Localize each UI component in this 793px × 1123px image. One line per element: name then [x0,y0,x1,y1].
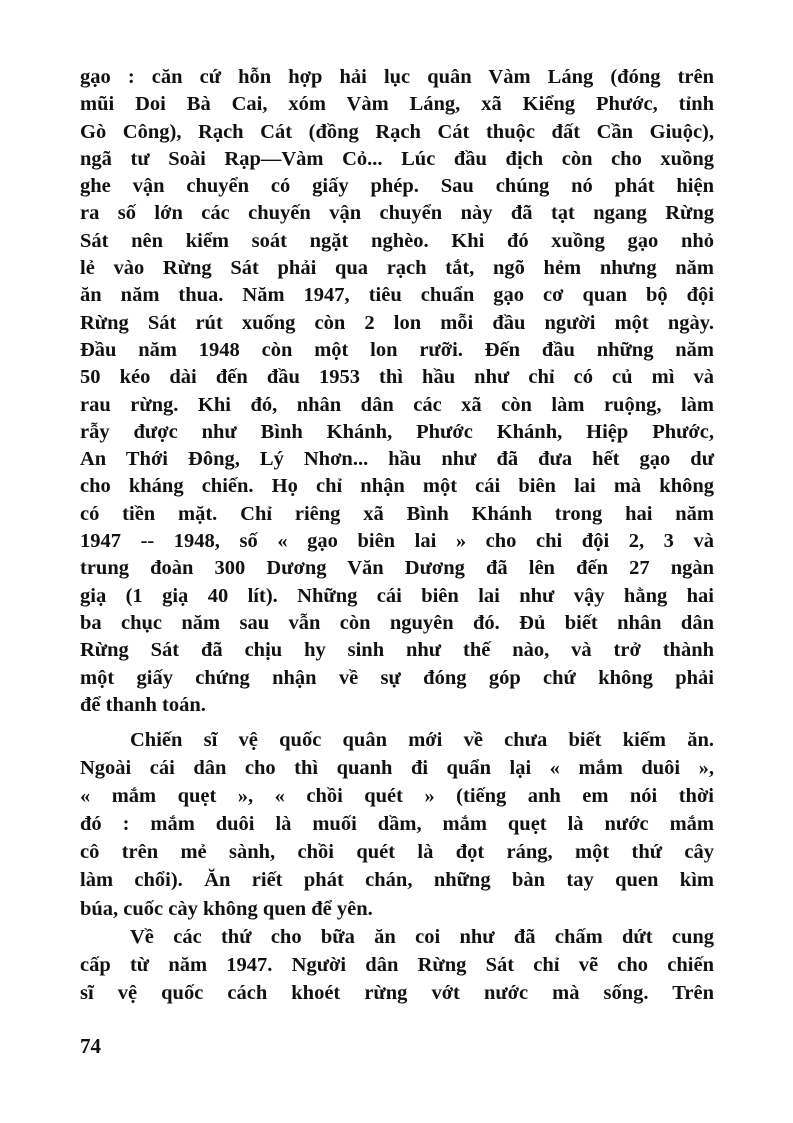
text-line: An Thới Đông, Lý Nhơn... hầu như đã đưa hết gạo dư [80,448,714,471]
text-line: cấp từ năm 1947. Người dân Rừng Sát chỉ vẽ cho chiến [80,954,714,977]
text-line: Đầu năm 1948 còn một lon rưỡi. Đến đầu những năm [80,338,714,361]
text-line: ăn năm thua. Năm 1947, tiêu chuẩn gạo cơ quan bộ đội [80,284,714,307]
text-line: lẻ vào Rừng Sát phải qua rạch tắt, ngõ hẻm nhưng năm [80,257,714,280]
paragraph-2 [80,726,714,923]
text-line: gạo : căn cứ hỗn hợp hải lục quân Vàm Láng (đóng trên [80,66,714,88]
text-line: làm chổi). Ăn riết phát chán, những bàn tay quen kìm [80,869,714,892]
text-line: Ngoài cái dân cho thì quanh đi quẩn lại « mắm duôi », [80,757,714,780]
text-line: búa, cuốc cày không quen để yên. [80,897,373,920]
text-line: trung đoàn 300 Dương Văn Dương đã lên đến 27 ngàn [80,557,714,580]
text-line: Rừng Sát đã chịu hy sinh như thế nào, và trở thành [80,639,714,662]
text-line: cho kháng chiến. Họ chỉ nhận một cái biên lai mà không [80,475,714,498]
text-line: Sát nên kiểm soát ngặt nghèo. Khi đó xuồng gạo nhỏ [80,229,714,252]
text-line: đó : mắm duôi là muối dầm, mắm quẹt là nước mắm [80,813,714,836]
text-line: cô trên mẻ sành, chồi quét là đọt ráng, một thứ cây [80,841,714,864]
text-line: sĩ vệ quốc cách khoét rừng vớt nước mà sống. Trên [80,982,714,1005]
paragraph-1 [80,64,714,719]
text-line: ba chục năm sau vẫn còn nguyên đó. Đủ biết nhân dân [80,611,714,634]
text-line: ra số lớn các chuyến vận chuyển này đã tạt ngang Rừng [80,202,714,225]
text-line: 1947 -- 1948, số « gạo biên lai » cho chi đội 2, 3 và [80,530,714,553]
text-line: rau rừng. Khi đó, nhân dân các xã còn làm ruộng, làm [80,393,714,416]
text-line: « mắm quẹt », « chồi quét » (tiếng anh em nói thời [80,785,714,808]
text-line: Rừng Sát rút xuống còn 2 lon mỗi đầu người một ngày. [80,311,714,334]
text-line: giạ (1 giạ 40 lít). Những cái biên lai như vậy hằng hai [80,584,714,607]
text-line: Chiến sĩ vệ quốc quân mới về chưa biết kiếm ăn. [130,729,714,751]
text-line: 50 kéo dài đến đầu 1953 thì hầu như chỉ có củ mì và [80,366,714,389]
text-line: Gò Công), Rạch Cát (đồng Rạch Cát thuộc đất Cần Giuộc), [80,120,714,143]
text-line: mũi Doi Bà Cai, xóm Vàm Láng, xã Kiểng Phước, tỉnh [80,93,714,116]
page-number: 74 [80,1034,101,1058]
text-line: ngã tư Soài Rạp—Vàm Cỏ... Lúc đầu địch còn cho xuồng [80,147,714,170]
text-line: một giấy chứng nhận về sự đóng góp chứ không phải [80,666,714,689]
paragraph-3 [80,923,714,1007]
text-line: Về các thứ cho bữa ăn coi như đã chấm dứt cung [130,926,714,948]
text-line: ghe vận chuyển có giấy phép. Sau chúng nó phát hiện [80,175,714,198]
text-line: có tiền mặt. Chỉ riêng xã Bình Khánh trong hai năm [80,502,714,525]
text-line: để thanh toán. [80,693,206,716]
text-line: rẫy được như Bình Khánh, Phước Khánh, Hiệp Phước, [80,420,714,443]
